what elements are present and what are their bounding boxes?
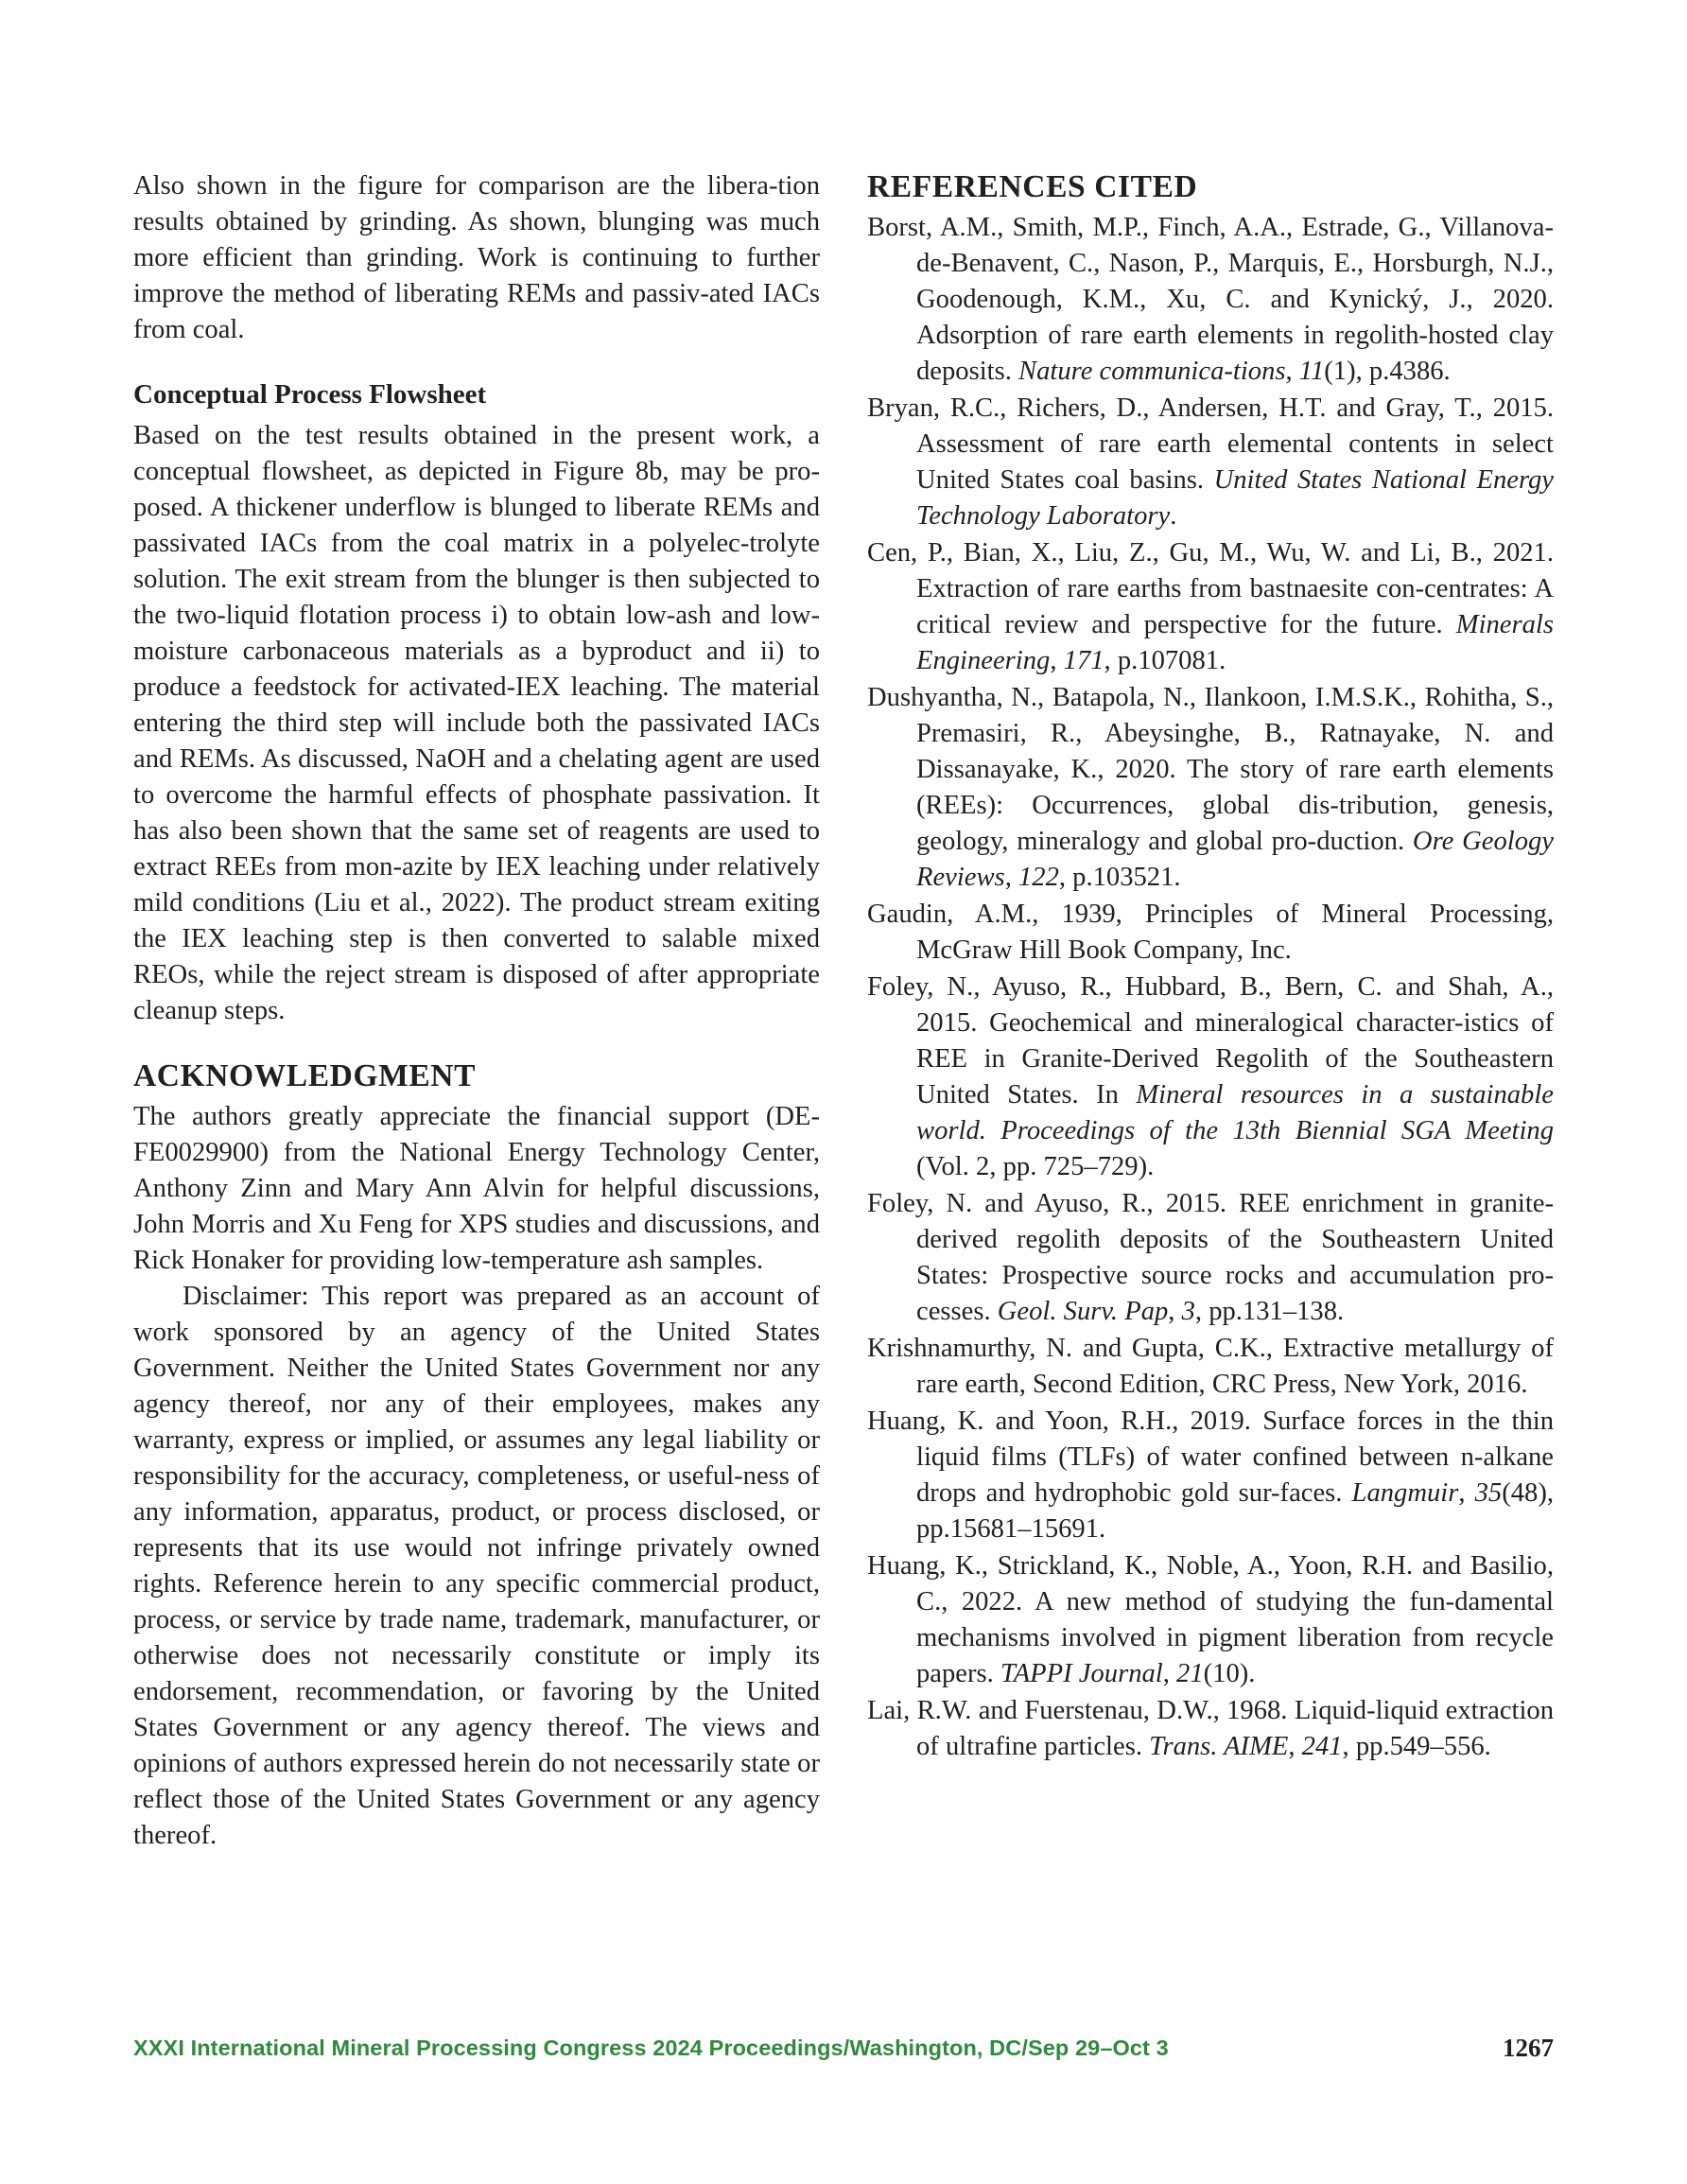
reference-journal: United States National Energy Technology Laboratory bbox=[916, 465, 1554, 531]
disclaimer-paragraph: Disclaimer: This report was prepared as an account of work sponsored by an agency of the United States Government. Neither the United States Government nor any agency thereof, nor any of their employees, makes any warranty, express or implied, or assumes any legal liability or responsibility for the accuracy, completeness, or useful-ness of any information, apparatus, product, or process disclosed, or represents that its use would not infringe privately owned rights. Reference herein to any specific commercial product, process, or service by trade name, trademark, manufacturer, or otherwise does not necessarily constitute or imply its endorsement, recommendation, or favoring by the United States Government or any agency thereof. The views and opinions of authors expressed herein do not necessarily state or reflect those of the United States Government or any agency thereof. bbox=[133, 1282, 820, 1850]
reference-journal: TAPPI Journal bbox=[1000, 1659, 1163, 1688]
page-footer bbox=[133, 2035, 1554, 2070]
intro-paragraph: Also shown in the figure for comparison are the libera-tion results obtained by grinding. As shown, blunging was much more efficient than grinding. Work is continuing to further improve the method of liberating REMs and passiv-ated IACs from coal. bbox=[133, 171, 820, 344]
reference-separator: , bbox=[1162, 1659, 1177, 1688]
reference-item bbox=[867, 210, 1554, 390]
reference-item bbox=[867, 535, 1554, 679]
reference-text: Lai, R.W. and Fuerstenau, D.W., 1968. Liquid-liquid extraction of ultrafine particles. bbox=[867, 1696, 1554, 1761]
acknowledgment-heading: ACKNOWLEDGMENT bbox=[133, 1058, 477, 1093]
reference-item bbox=[867, 680, 1554, 896]
reference-item bbox=[867, 1693, 1554, 1765]
reference-item bbox=[867, 1331, 1554, 1403]
reference-text: Foley, N. and Ayuso, R., 2015. REE enrichment in granite-derived regolith deposits of the Southeastern United States: Prospective source rocks and accumulation pro-cesses. bbox=[867, 1189, 1554, 1326]
reference-journal: Trans. AIME bbox=[1149, 1732, 1289, 1761]
reference-volume: 122 bbox=[1017, 863, 1059, 892]
reference-text: Gaudin, A.M., 1939, Principles of Mineral Processing, McGraw Hill Book Company, Inc. bbox=[867, 900, 1554, 965]
reference-text: Cen, P., Bian, X., Liu, Z., Gu, M., Wu, W. and Li, B., 2021. Extraction of rare earths from bastnaesite con-centrates: A critical review and perspective for the future. bbox=[867, 538, 1554, 639]
reference-journal: Geol. Surv. Pap bbox=[997, 1297, 1169, 1326]
reference-item bbox=[867, 1404, 1554, 1547]
reference-volume: 241 bbox=[1301, 1732, 1343, 1761]
reference-item bbox=[867, 897, 1554, 969]
reference-text: Foley, N., Ayuso, R., Hubbard, B., Bern, C. and Shah, A., 2015. Geochemical and mineralogical character-istics of REE in Granite-Derived Regolith of the Southeastern United States. In bbox=[867, 972, 1554, 1109]
right-column bbox=[867, 168, 1554, 1766]
reference-separator: , bbox=[1050, 646, 1064, 675]
reference-journal: Nature communica-tions bbox=[1018, 357, 1286, 386]
reference-journal: Langmuir bbox=[1351, 1478, 1459, 1508]
reference-separator: , bbox=[1288, 1732, 1302, 1761]
page-number: 1267 bbox=[1503, 2034, 1554, 2062]
reference-text: Huang, K., Strickland, K., Noble, A., Yoon, R.H. and Basilio, C., 2022. A new method of studying the fun-damental mechanisms involved in pigment liberation from recycle papers. bbox=[867, 1551, 1554, 1688]
reference-item bbox=[867, 391, 1554, 534]
reference-text: Bryan, R.C., Richers, D., Andersen, H.T. and Gray, T., 2015. Assessment of rare earth elemental contents in select United States coal basins. bbox=[867, 393, 1554, 495]
reference-details: , p.103521. bbox=[1058, 863, 1181, 892]
reference-text: Krishnamurthy, N. and Gupta, C.K., Extractive metallurgy of rare earth, Second Edition, CRC Press, New York, 2016. bbox=[867, 1334, 1554, 1399]
footer-conference-title: XXXI International Mineral Processing Congress 2024 Proceedings/Washington, DC/Sep 29–Oct 3 bbox=[133, 2035, 1169, 2060]
reference-item bbox=[867, 1186, 1554, 1330]
acknowledgment-paragraph: The authors greatly appreciate the financial support (DE-FE0029900) from the National Energy Technology Center, Anthony Zinn and Mary Ann Alvin for helpful discussions, John Morris and Xu Feng for XPS studies and discussions, and Rick Honaker for providing low-temperature ash samples. bbox=[133, 1102, 820, 1275]
reference-volume: 35 bbox=[1474, 1478, 1503, 1508]
reference-separator: , bbox=[1168, 1297, 1182, 1326]
reference-details: , pp.549–556. bbox=[1342, 1732, 1491, 1761]
reference-journal: Minerals Engineering bbox=[916, 610, 1554, 675]
reference-volume: 21 bbox=[1176, 1659, 1204, 1688]
reference-details: , p.107081. bbox=[1104, 646, 1226, 675]
references-heading: REFERENCES CITED bbox=[867, 169, 1198, 204]
left-column bbox=[133, 168, 820, 1854]
reference-volume: 171 bbox=[1063, 646, 1104, 675]
reference-details: (1), p.4386. bbox=[1324, 357, 1451, 386]
reference-details: . bbox=[1170, 501, 1177, 531]
reference-text: Borst, A.M., Smith, M.P., Finch, A.A., Estrade, G., Villanova-de-Benavent, C., Nason, P., Marquis, E., Horsburgh, N.J., Goodenough, K.M., Xu, C. and Kynický, J., 2020. Adsorption of rare earth elements in regolith-hosted clay deposits. bbox=[867, 213, 1554, 386]
reference-journal: Mineral resources in a sustainable world. Proceedings of the 13th Biennial SGA Meeting bbox=[916, 1080, 1554, 1145]
flowsheet-subheading: Conceptual Process Flowsheet bbox=[133, 379, 487, 410]
reference-journal: Ore Geology Reviews bbox=[916, 827, 1554, 892]
reference-item bbox=[867, 1548, 1554, 1692]
reference-details: (48), pp.15681–15691. bbox=[916, 1478, 1555, 1544]
reference-volume: 11 bbox=[1298, 357, 1325, 386]
reference-volume: 3 bbox=[1181, 1297, 1195, 1326]
reference-item bbox=[867, 970, 1554, 1185]
reference-text: Huang, K. and Yoon, R.H., 2019. Surface forces in the thin liquid films (TLFs) of water confined between n-alkane drops and hydrophobic gold sur-faces. bbox=[867, 1406, 1554, 1508]
reference-separator: , bbox=[1004, 863, 1018, 892]
reference-details: (Vol. 2, pp. 725–729). bbox=[916, 1152, 1155, 1181]
reference-text: Dushyantha, N., Batapola, N., Ilankoon, I.M.S.K., Rohitha, S., Premasiri, R., Abeysinghe, B., Ratnayake, N. and Dissanayake, K., 2020. The story of rare earth elements (REEs): Occurrences, global dis-tribution, genesis, geology, mineralogy and global pro-duction. bbox=[867, 683, 1554, 856]
reference-separator: , bbox=[1458, 1478, 1475, 1508]
reference-separator: , bbox=[1285, 357, 1299, 386]
reference-details: (10). bbox=[1203, 1659, 1256, 1688]
reference-details: , pp.131–138. bbox=[1194, 1297, 1345, 1326]
reference-list bbox=[867, 210, 1554, 1765]
flowsheet-paragraph: Based on the test results obtained in the present work, a conceptual flowsheet, as depicted in Figure 8b, may be pro-posed. A thickener underflow is blunged to liberate REMs and passivated IACs from the coal matrix in a polyelec-trolyte solution. The exit stream from the blunger is then subjected to the two-liquid flotation process i) to obtain low-ash and low-moisture carbonaceous materials as a byproduct and ii) to produce a feedstock for activated-IEX leaching. The material entering the third step will include both the passivated IACs and REMs. As discussed, NaOH and a chelating agent are used to overcome the harmful effects of phosphate passivation. It has also been shown that the same set of reagents are used to extract REEs from mon-azite by IEX leaching under relatively mild conditions (Liu et al., 2022). The product stream exiting the IEX leaching step is then converted to salable mixed REOs, while the reject stream is disposed of after appropriate cleanup steps. bbox=[133, 421, 820, 1025]
